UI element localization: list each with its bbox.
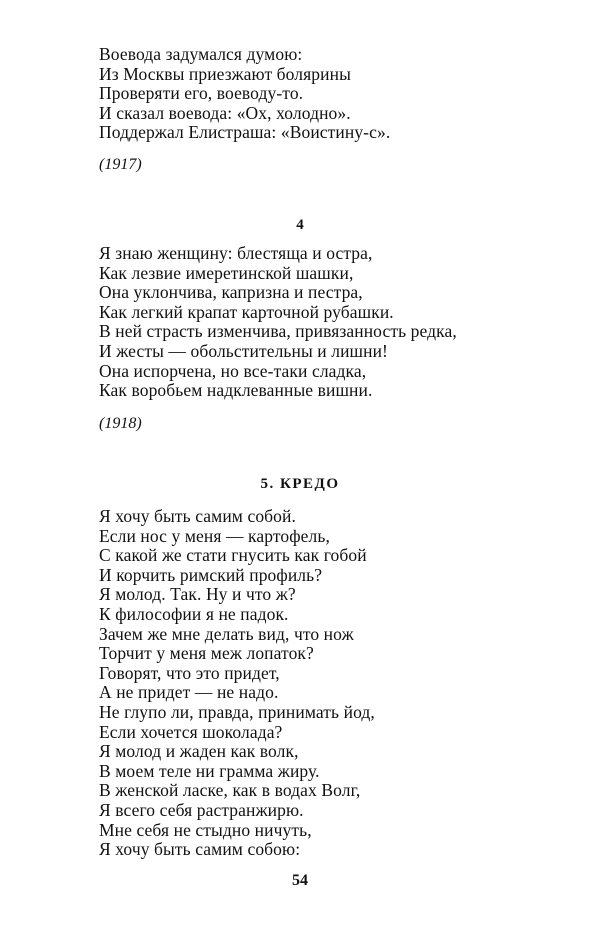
poem-line: И жесты — обольстительны и лишни! (99, 340, 388, 361)
poem-line: Проверяти его, воеводу-то. (99, 83, 304, 104)
page-number: 54 (292, 872, 308, 889)
poem-line: Не глупо ли, правда, принимать йод, (99, 701, 375, 722)
poem-line: Как воробьем надклеванные вишни. (99, 380, 373, 401)
poem-line: В ней страсть изменчива, привязанность редка, (99, 321, 457, 342)
poem-line: Я знаю женщину: блестяща и остра, (99, 243, 373, 263)
poem-line: Я всего себя растранжирю. (99, 799, 304, 820)
poem-line: Поддержал Елистраша: «Воистину-с». (99, 122, 391, 143)
poem-line: В моем теле ни грамма жиру. (99, 760, 320, 781)
poem-line: Я молод и жаден как волк, (99, 741, 299, 762)
poem-3-stanza (99, 45, 390, 143)
poem-line: Она испорчена, но все-таки сладка, (99, 360, 367, 381)
poem-line: Из Москвы приезжают болярины (99, 63, 351, 84)
poem-line: И сказал воевода: «Ох, холодно». (99, 102, 351, 123)
poem-line: Зачем же мне делать вид, что нож (99, 623, 354, 644)
poem-line: Она уклончива, капризна и пестра, (99, 282, 363, 303)
poem-line: А не придет — не надо. (99, 682, 279, 703)
poem-line: Как лезвие имеретинской шашки, (99, 262, 354, 283)
poem-4-date: (1918) (99, 415, 142, 432)
poem-4-number: 4 (296, 217, 304, 233)
poem-line: Если нос у меня — картофель, (99, 525, 330, 546)
poem-5-title: 5. КРЕДО (260, 476, 340, 492)
poem-line: И корчить римский профиль? (99, 564, 323, 585)
poem-line: Говорят, что это придет, (99, 662, 280, 683)
poem-line: Воевода задумался думою: (99, 44, 303, 64)
poem-5-stanza (99, 507, 375, 860)
poem-line: Торчит у меня меж лопаток? (99, 643, 314, 664)
poem-line: Я хочу быть самим собою: (99, 839, 301, 860)
poem-line: Я молод. Так. Ну и что ж? (99, 584, 296, 605)
poem-line: Как легкий крапат карточной рубашки. (99, 301, 394, 322)
poem-line: С какой же стати гнусить как гобой (99, 545, 367, 566)
poem-line: В женской ласке, как в водах Волг, (99, 780, 361, 801)
poem-4-stanza (99, 244, 457, 401)
poem-3-date: (1917) (99, 156, 142, 173)
poem-line: Мне себя не стыдно ничуть, (99, 819, 312, 840)
poem-line: Я хочу быть самим собой. (99, 506, 296, 526)
poem-line: К философии я не падок. (99, 603, 289, 624)
poem-line: Если хочется шоколада? (99, 721, 283, 742)
